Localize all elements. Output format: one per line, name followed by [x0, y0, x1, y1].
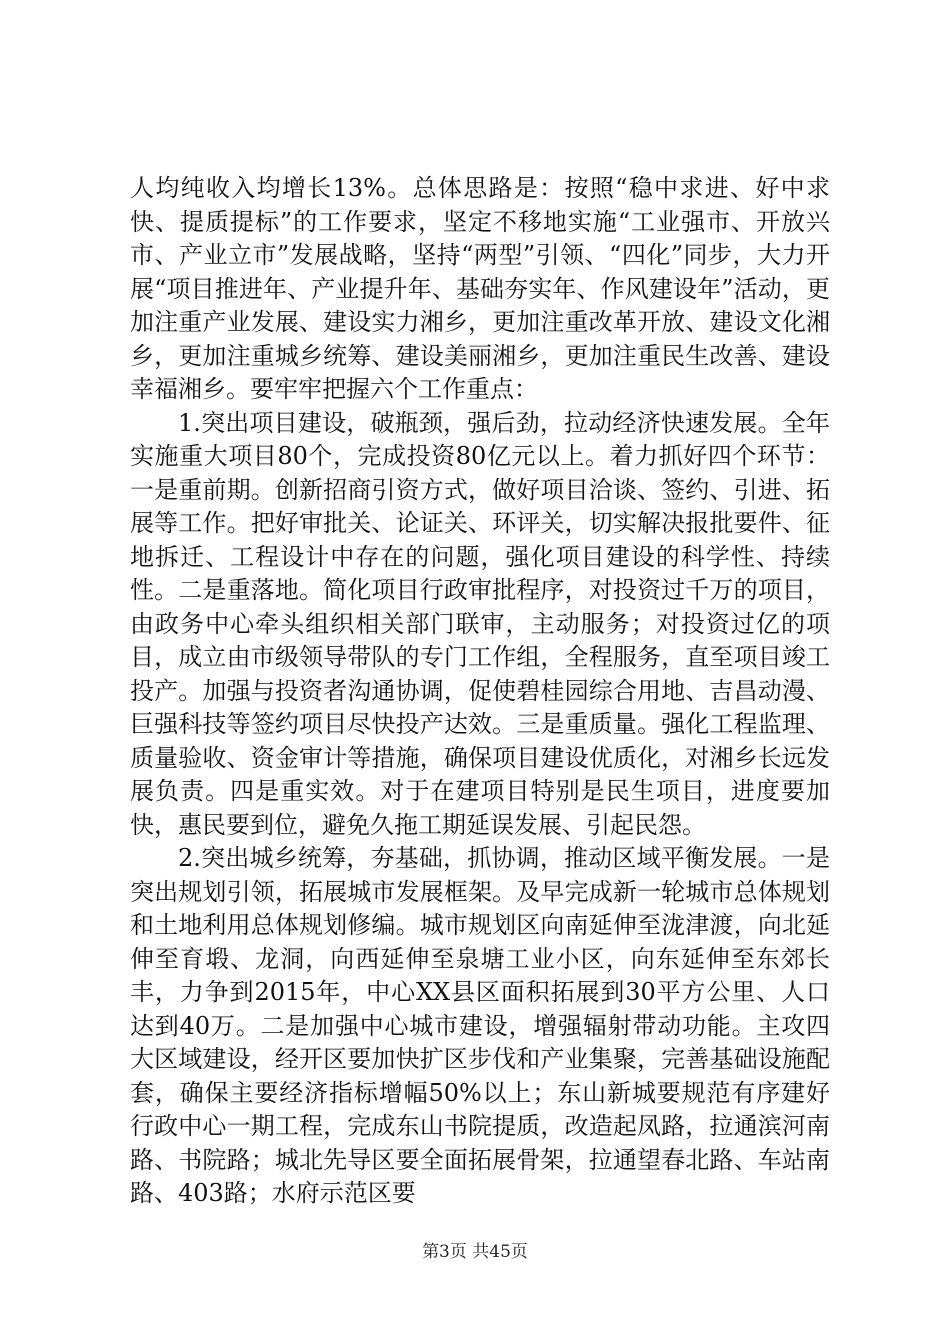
paragraph-2: 1.突出项目建设，破瓶颈，强后劲，拉动经济快速发展。全年实施重大项目80个，完成投资80亿元以上。着力抓好四个环节：一是重前期。创新招商引资方式，做好项目洽谈、签约、引进、拓展等工作。把好审批关、论证关、环评关，切实解决报批要件、征地拆迁、工程设计中存在的问题，强化项目建设的科学性、持续性。二是重落地。简化项目行政审批程序，对投资过千万的项目，由政务中心牵头组织相关部门联审，主动服务；对投资过亿的项目，成立由市级领导带队的专门工作组，全程服务，直至项目竣工投产。加强与投资者沟通协调，促使碧桂园综合用地、吉昌动漫、巨强科技等签约项目尽快投产达效。三是重质量。强化工程监理、质量验收、资金审计等措施，确保项目建设优质化，对湘乡长远发展负责。四是重实效。对于在建项目特别是民生项目，进度要加快，惠民要到位，避免久拖工期延误发展、引起民怨。 [130, 408, 830, 839]
page-footer: 第3页 共45页 [422, 1242, 528, 1262]
paragraph-3: 2.突出城乡统筹，夯基础，抓协调，推动区域平衡发展。一是突出规划引领，拓展城市发展框架。及早完成新一轮城市总体规划和土地利用总体规划修编。城市规划区向南延伸至泷津渡，向北延伸至育塅、龙洞，向西延伸至泉塘工业小区，向东延伸至东郊长丰，力争到2015年，中心XX县区面积拓展到30平方公里、人口达到40万。二是加强中心城市建设，增强辐射带动功能。主攻四大区域建设，经开区要加快扩区步伐和产业集聚，完善基础设施配套，确保主要经济指标增幅50%以上；东山新城要规范有序建好行政中心一期工程，完成东山书院提质，改造起凤路，拉通滨河南路、书院路；城北先导区要全面拓展骨架，拉通望春北路、车站南路、403路；水府示范区要 [130, 844, 830, 1207]
paragraph-1: 人均纯收入均增长13%。总体思路是：按照“稳中求进、好中求快、提质提标”的工作要求，坚定不移地实施“工业强市、开放兴市、产业立市”发展战略，坚持“两型”引领、“四化”同步，大力开展“项目推进年、产业提升年、基础夯实年、作风建设年”活动，更加注重产业发展、建设实力湘乡，更加注重改革开放、建设文化湘乡，更加注重城乡统筹、建设美丽湘乡，更加注重民生改善、建设幸福湘乡。要牢牢把握六个工作重点： [130, 174, 830, 403]
document-body [130, 172, 830, 1211]
